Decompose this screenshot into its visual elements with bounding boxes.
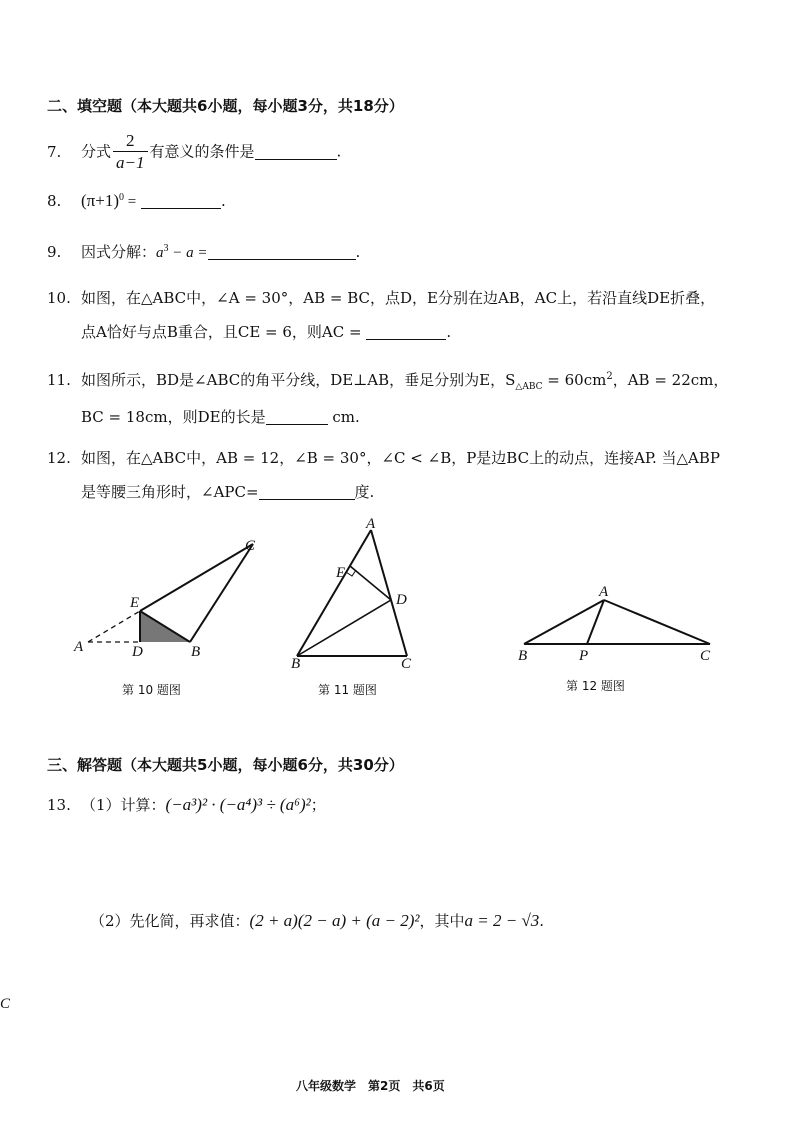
q8-eq: = xyxy=(124,194,137,210)
q10-line1 xyxy=(47,287,715,308)
fig10-label-D: D xyxy=(132,644,143,660)
q7-frac-num: 2 xyxy=(113,131,147,152)
fig11-label-B: B xyxy=(291,656,301,672)
q12-line2 xyxy=(81,481,374,502)
fig12-label-A: A xyxy=(599,584,609,600)
q10-line2 xyxy=(81,321,451,342)
q7-post: 有意义的条件是 xyxy=(149,142,255,161)
q8-answer-blank[interactable] xyxy=(141,192,221,209)
fig12-edge-AC xyxy=(604,600,710,644)
q11-text1a: 如图所示，BD是∠ABC的角平分线，DE⊥AB，垂足分别为E，S xyxy=(81,371,516,389)
q11-text2a: BC = 18cm，则DE的长是 xyxy=(81,408,266,426)
q13-part1 xyxy=(47,794,326,815)
q9-answer-blank[interactable] xyxy=(208,243,356,260)
q13-p1-end: ； xyxy=(310,796,326,814)
q8 xyxy=(47,191,226,211)
fig11-edge-BD xyxy=(297,600,391,656)
fig10-dashed-AE xyxy=(88,611,140,642)
fig12-caption: 第 12 题图 xyxy=(566,679,625,693)
q9-expr-a: a xyxy=(156,245,164,261)
q13-p2-mid: ，其中 xyxy=(419,912,465,930)
fig12-edge-AP xyxy=(587,600,604,644)
q13-p1-label: （1）计算： xyxy=(81,796,166,814)
fig11-edge-ED xyxy=(350,566,391,600)
q7-number: 7. xyxy=(47,142,62,161)
q7-fraction xyxy=(113,131,147,174)
q8-end: . xyxy=(221,192,226,210)
q12-text2b: 度. xyxy=(354,483,375,501)
q10-number: 10. xyxy=(47,289,71,307)
margin-mark: C xyxy=(0,996,11,1012)
q9-pre: 因式分解： xyxy=(81,243,157,261)
q7-answer-blank[interactable] xyxy=(255,143,337,160)
q12-number: 12. xyxy=(47,449,71,467)
q13-p2-value: a = 2 − √3 xyxy=(464,911,540,930)
q12-text2a: 是等腰三角形时，∠APC= xyxy=(81,483,259,501)
fig10-edge-EC xyxy=(140,544,253,611)
q11-sup: 2 xyxy=(606,371,613,382)
q11-text2b: cm xyxy=(332,408,355,426)
q13-p2-end: . xyxy=(539,912,545,930)
q11-line1 xyxy=(47,369,728,392)
fig11-caption: 第 11 题图 xyxy=(318,683,377,697)
q13-part2 xyxy=(90,910,544,931)
page-footer: 八年级数学 第2页 共6页 xyxy=(296,1079,445,1093)
fig11-edge-AB xyxy=(297,530,371,656)
fig10-label-A: A xyxy=(74,639,84,655)
q10-end: . xyxy=(446,323,452,341)
q9-end: . xyxy=(355,243,361,261)
fig11-label-D: D xyxy=(396,592,407,608)
q11-sub: △ABC xyxy=(515,382,543,392)
q7-frac-den: a−1 xyxy=(116,153,145,172)
q11-line2 xyxy=(81,406,360,427)
q10-text1: 如图，在△ABC中，∠A = 30°，AB = BC，点D，E分别在边AB，AC上，若沿直线DE折叠， xyxy=(81,289,716,307)
q9-exp: 3 xyxy=(163,243,169,254)
q9-expr-b: − a = xyxy=(168,245,208,261)
q8-number: 8. xyxy=(47,192,62,210)
q13-p1-expr: (−a³)² · (−a⁴)³ ÷ (a⁶)² xyxy=(165,795,311,814)
q13-number: 13. xyxy=(47,796,71,814)
fig10-label-C: C xyxy=(245,538,256,554)
figure-11 xyxy=(285,515,425,675)
q12-line1 xyxy=(47,447,720,468)
q7 xyxy=(47,131,341,174)
q8-expr: (π+1) xyxy=(81,191,119,210)
fig11-label-E: E xyxy=(336,565,346,581)
fig10-edge-CB xyxy=(190,544,253,642)
q11-number: 11. xyxy=(47,371,71,389)
q9 xyxy=(47,241,360,262)
fig10-label-E: E xyxy=(130,595,140,611)
fig12-label-P: P xyxy=(579,648,589,664)
q11-end: . xyxy=(354,408,360,426)
q8-exp: 0 xyxy=(119,192,124,203)
q11-answer-blank[interactable] xyxy=(266,408,328,425)
q10-text2: 点A恰好与点B重合，且CE = 6，则AC = xyxy=(81,323,362,341)
q11-text1c: ，AB = 22cm， xyxy=(612,371,729,389)
q7-end: . xyxy=(336,142,342,161)
fig11-label-A: A xyxy=(366,516,376,532)
q7-pre: 分式 xyxy=(81,142,112,161)
q11-text1b: = 60cm xyxy=(542,371,607,389)
q13-p2-expr: (2 + a)(2 − a) + (a − 2)² xyxy=(249,911,420,930)
q12-text1: 如图，在△ABC中，AB = 12，∠B = 30°，∠C < ∠B，P是边BC上的动点，连接AP. 当△ABP xyxy=(81,449,720,467)
fig10-label-B: B xyxy=(191,644,201,660)
figure-10 xyxy=(70,532,270,662)
fig12-label-C: C xyxy=(700,648,711,664)
q13-p2-label: （2）先化简，再求值： xyxy=(90,912,250,930)
section3-title: 三、解答题（本大题共5小题，每小题6分，共30分） xyxy=(47,756,404,774)
fig10-caption: 第 10 题图 xyxy=(122,683,181,697)
q10-answer-blank[interactable] xyxy=(366,323,446,340)
section2-title: 二、填空题（本大题共6小题，每小题3分，共18分） xyxy=(47,97,404,115)
fig12-edge-AB xyxy=(524,600,604,644)
fig12-label-B: B xyxy=(518,648,528,664)
q9-number: 9. xyxy=(47,243,62,261)
figure-12 xyxy=(510,580,730,670)
fig11-label-C: C xyxy=(401,656,412,672)
q12-answer-blank[interactable] xyxy=(259,483,355,500)
